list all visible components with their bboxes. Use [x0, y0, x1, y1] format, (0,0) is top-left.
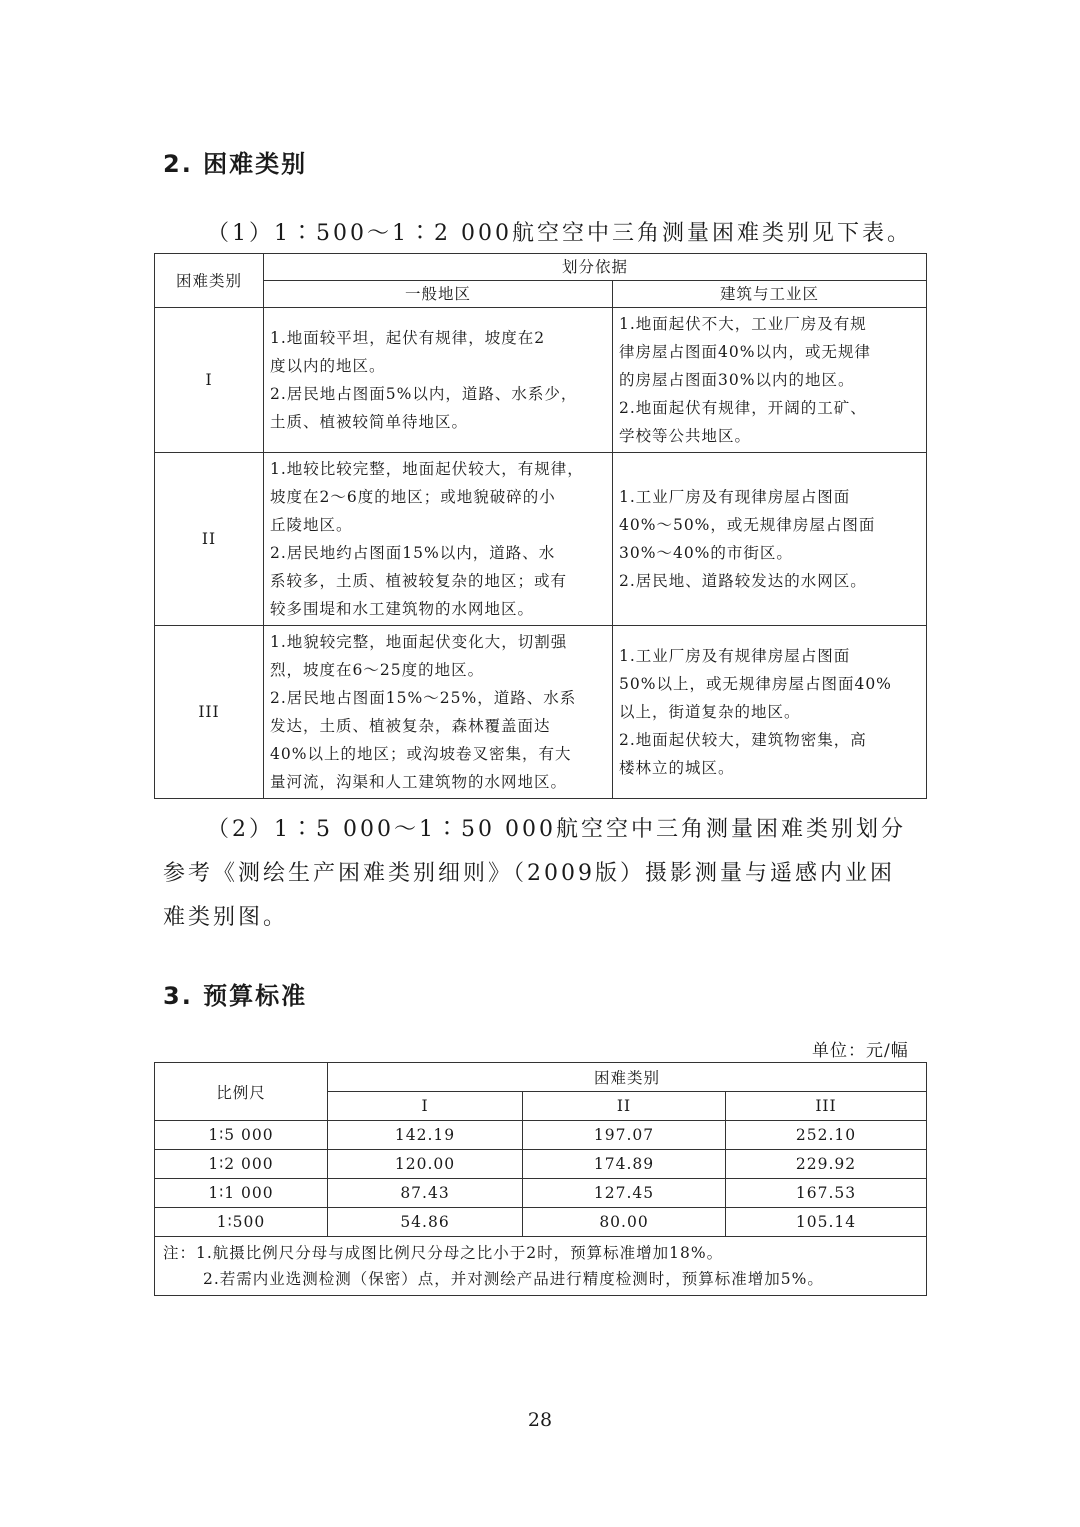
table-row	[155, 453, 927, 626]
text-line: 学校等公共地区。	[619, 427, 752, 445]
text-line: 以上，街道复杂的地区。	[619, 703, 801, 721]
text-line: 较多围堤和水工建筑物的水网地区。	[270, 600, 535, 618]
value-cell: 142.19	[328, 1121, 523, 1150]
text-line: 烈，坡度在6～25度的地区。	[270, 661, 485, 679]
table-row	[155, 1208, 927, 1237]
text-line: 2.居民地、道路较发达的水网区。	[619, 572, 867, 590]
section-heading-difficulty: 2. 困难类别	[163, 150, 308, 178]
text-line: 1.地面起伏不大，工业厂房及有规	[619, 315, 867, 333]
text-line: 土质、植被较简单待地区。	[270, 413, 469, 431]
text-line: 2.地面起伏较大，建筑物密集，高	[619, 731, 867, 749]
table-row	[155, 1121, 927, 1150]
value-cell: 174.89	[523, 1150, 726, 1179]
note-line-1: 注：1.航摄比例尺分母与成图比例尺分母之比小于2时，预算标准增加18%。	[163, 1244, 724, 1262]
value-cell: 229.92	[726, 1150, 927, 1179]
header-level-1: I	[328, 1092, 523, 1121]
text-line: 2.居民地占图面15%～25%，道路、水系	[270, 689, 577, 707]
text-line: 量河流，沟渠和人工建筑物的水网地区。	[270, 773, 568, 791]
industrial-criteria-cell	[613, 626, 927, 799]
header-difficulty: 困难类别	[328, 1063, 927, 1092]
value-cell: 167.53	[726, 1179, 927, 1208]
table-notes	[155, 1237, 927, 1296]
header-general-area: 一般地区	[264, 281, 613, 308]
value-cell: 54.86	[328, 1208, 523, 1237]
text-line: 1.地较比较完整，地面起伏较大，有规律，	[270, 460, 584, 478]
text-line: 度以内的地区。	[270, 357, 386, 375]
paragraph-reference: （2）1∶5 000～1∶50 000航空空中三角测量困难类别划分参考《测绘生产困难类别细则》（2009版）摄影测量与遥感内业困难类别图。	[163, 817, 906, 930]
note-line-2: 2.若需内业选测检测（保密）点，并对测绘产品进行精度检测时，预算标准增加5%。	[203, 1270, 824, 1288]
industrial-criteria-cell	[613, 308, 927, 453]
scale-cell: 1∶5 000	[155, 1121, 328, 1150]
table-row	[155, 626, 927, 799]
value-cell: 87.43	[328, 1179, 523, 1208]
page-number: 28	[527, 1409, 553, 1431]
category-cell: I	[155, 308, 264, 453]
general-criteria-cell	[264, 308, 613, 453]
scale-cell: 1∶2 000	[155, 1150, 328, 1179]
header-basis: 划分依据	[264, 254, 927, 281]
general-criteria-cell	[264, 626, 613, 799]
text-line: 坡度在2～6度的地区；或地貌破碎的小	[270, 488, 556, 506]
header-level-3: III	[726, 1092, 927, 1121]
section-heading-budget: 3. 预算标准	[163, 982, 308, 1010]
text-line: 律房屋占图面40%以内，或无规律	[619, 343, 871, 361]
category-cell: III	[155, 626, 264, 799]
scale-cell: 1∶1 000	[155, 1179, 328, 1208]
general-criteria-cell	[264, 453, 613, 626]
text-line: 40%～50%，或无规律房屋占图面	[619, 516, 876, 534]
text-line: 楼林立的城区。	[619, 759, 735, 777]
text-line: 的房屋占图面30%以内的地区。	[619, 371, 855, 389]
value-cell: 105.14	[726, 1208, 927, 1237]
text-line: 1.工业厂房及有现律房屋占图面	[619, 488, 851, 506]
header-scale: 比例尺	[155, 1063, 328, 1121]
text-line: 2.居民地约占图面15%以内，道路、水	[270, 544, 556, 562]
value-cell: 197.07	[523, 1121, 726, 1150]
text-line: 系较多，土质、植被较复杂的地区；或有	[270, 572, 568, 590]
text-line: 50%以上，或无规律房屋占图面40%	[619, 675, 892, 693]
category-cell: II	[155, 453, 264, 626]
text-line: 1.工业厂房及有规律房屋占图面	[619, 647, 851, 665]
header-difficulty-category: 困难类别	[155, 254, 264, 308]
text-line: 1.地面较平坦，起伏有规律，坡度在2	[270, 329, 546, 347]
text-line: 1.地貌较完整，地面起伏变化大，切割强	[270, 633, 568, 651]
text-line: 丘陵地区。	[270, 516, 353, 534]
table-row	[155, 308, 927, 453]
value-cell: 252.10	[726, 1121, 927, 1150]
table-row	[155, 1179, 927, 1208]
table-row	[155, 1150, 927, 1179]
header-level-2: II	[523, 1092, 726, 1121]
text-line: 40%以上的地区；或沟坡卷叉密集，有大	[270, 745, 572, 763]
text-line: 2.地面起伏有规律，开阔的工矿、	[619, 399, 867, 417]
header-industrial-area: 建筑与工业区	[613, 281, 927, 308]
paragraph-table-intro: （1）1∶500～1∶2 000航空空中三角测量困难类别见下表。	[207, 221, 912, 246]
scale-cell: 1∶500	[155, 1208, 328, 1237]
difficulty-category-table	[154, 253, 927, 799]
value-cell: 80.00	[523, 1208, 726, 1237]
budget-standard-table	[154, 1062, 927, 1296]
text-line: 2.居民地占图面5%以内，道路、水系少，	[270, 385, 578, 403]
text-line: 30%～40%的市街区。	[619, 544, 793, 562]
unit-label: 单位：元/幅	[812, 1041, 909, 1061]
value-cell: 127.45	[523, 1179, 726, 1208]
text-line: 发达，土质、植被复杂，森林覆盖面达	[270, 717, 551, 735]
value-cell: 120.00	[328, 1150, 523, 1179]
industrial-criteria-cell	[613, 453, 927, 626]
